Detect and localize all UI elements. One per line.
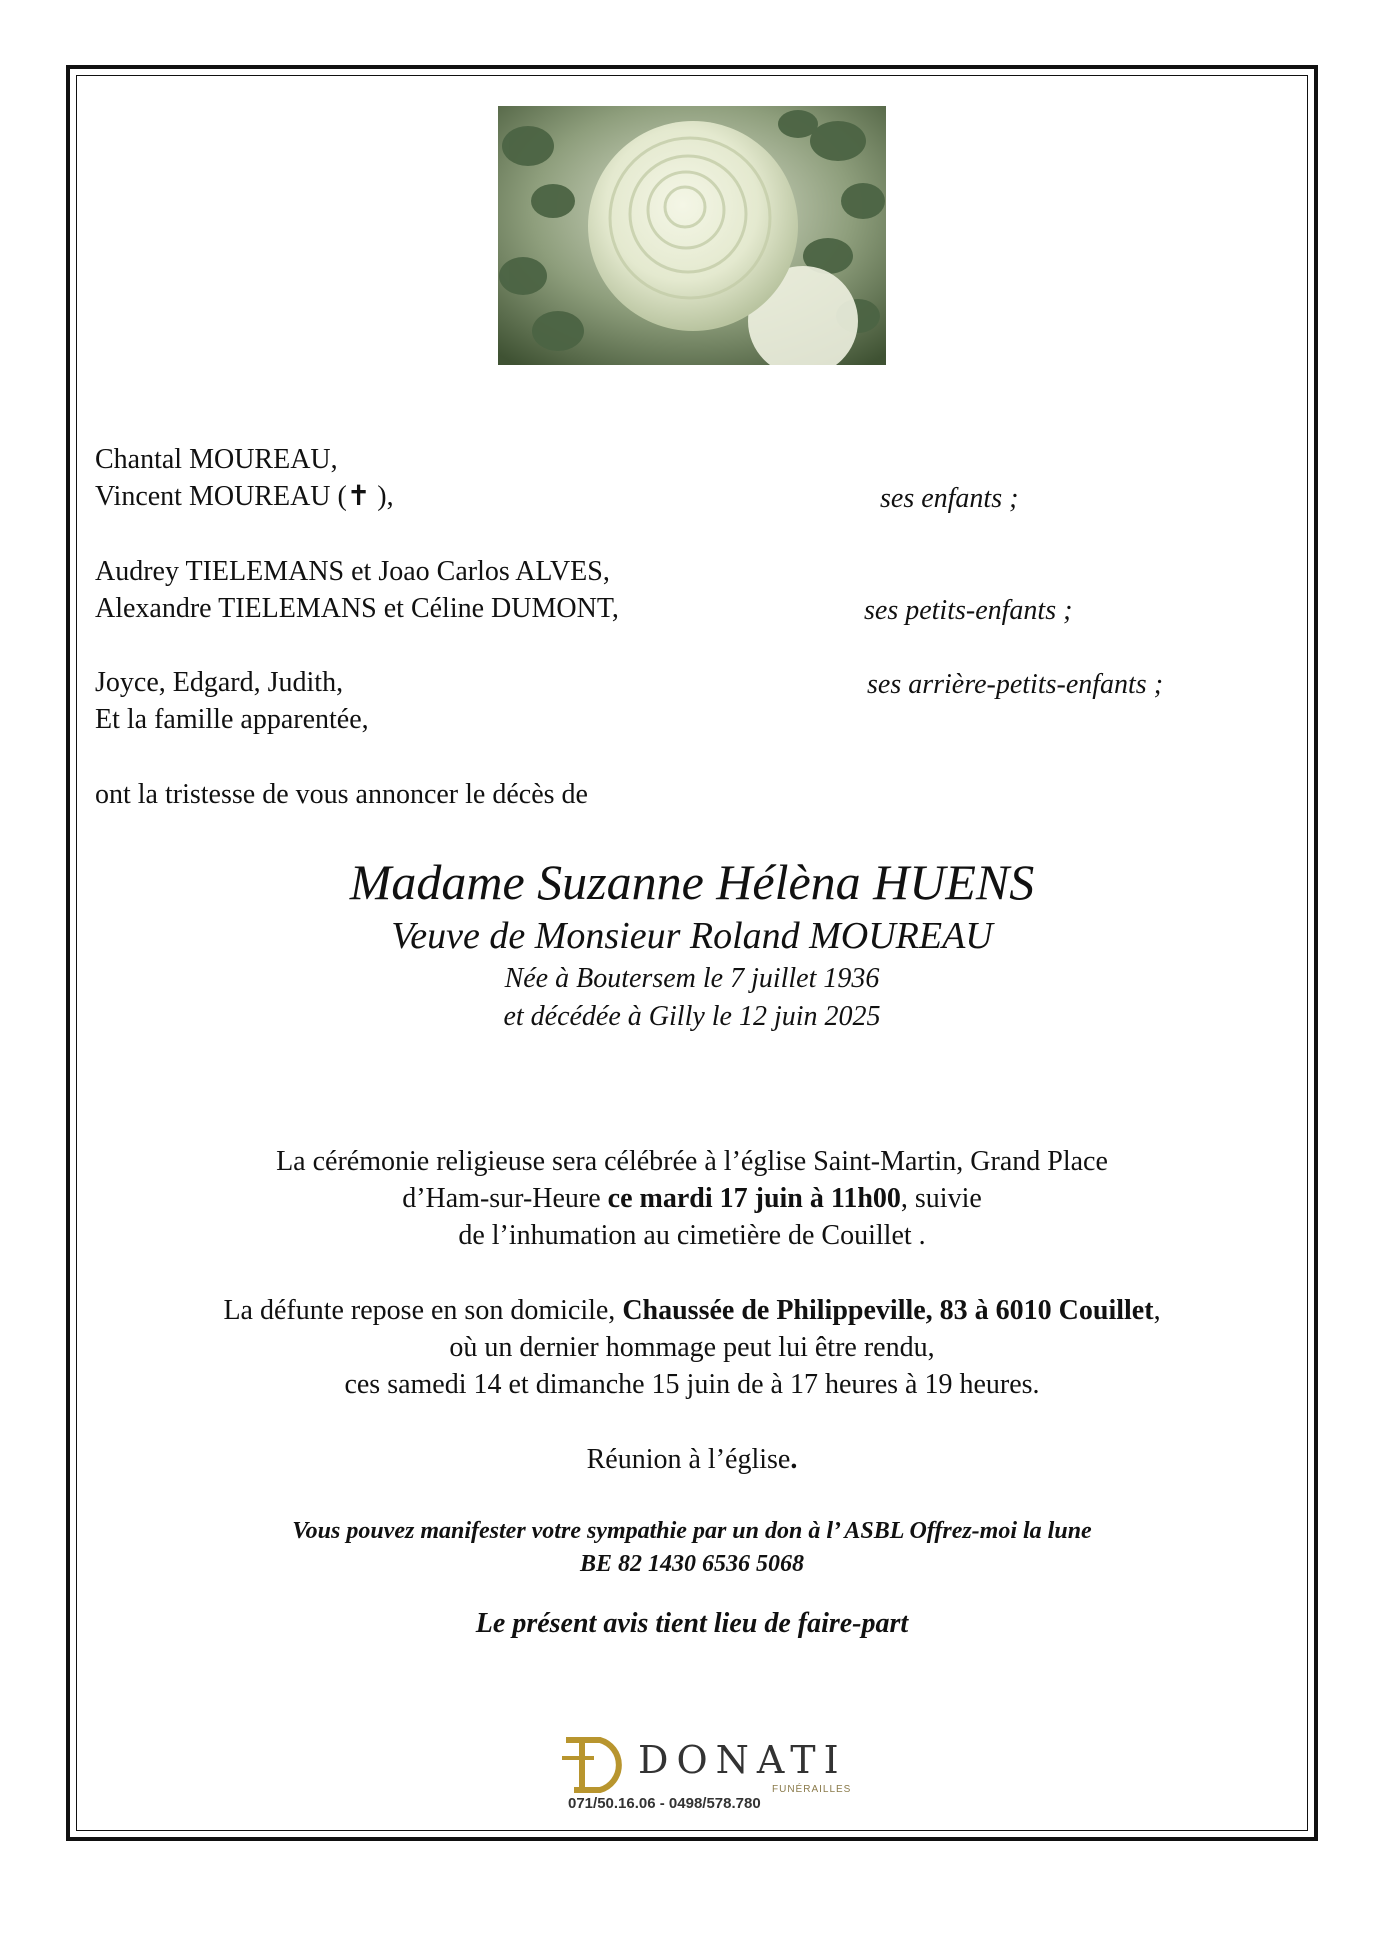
- great-grandchild-names: Joyce, Edgard, Judith,: [95, 667, 344, 698]
- birth-line: Née à Boutersem le 7 juillet 1936: [504, 963, 880, 994]
- meeting-line: Réunion à l’église.: [586, 1444, 798, 1475]
- donation-line-1: Vous pouvez manifester votre sympathie par un don à l’ ASBL Offrez-moi la lune: [292, 1518, 1092, 1544]
- logo-phone: 071/50.16.06 - 0498/578.780: [568, 1795, 761, 1812]
- grandchild-name-2: Alexandre TIELEMANS et Céline DUMONT,: [95, 593, 619, 624]
- announcement-text: ont la tristesse de vous annoncer le décès de: [95, 779, 588, 810]
- visitation-block: [76, 1292, 1308, 1403]
- great-grandchildren-role: ses arrière-petits-enfants ;: [867, 669, 1164, 700]
- death-line: et décédée à Gilly le 12 juin 2025: [503, 1001, 881, 1032]
- child-name-1: Chantal MOUREAU,: [95, 444, 338, 475]
- donation-iban: BE 82 1430 6536 5068: [579, 1551, 804, 1577]
- white-rose-photo: [498, 106, 886, 365]
- ceremony-line-1: La cérémonie religieuse sera célébrée à l’église Saint-Martin, Grand Place: [276, 1146, 1108, 1177]
- deceased-name: Madame Suzanne Hélèna HUENS: [349, 854, 1035, 910]
- grandchild-name-1: Audrey TIELEMANS et Joao Carlos ALVES,: [95, 556, 610, 587]
- donati-logo: [560, 1732, 852, 1812]
- ceremony-line-3: de l’inhumation au cimetière de Couillet .: [458, 1220, 926, 1251]
- deceased-block: [76, 852, 1308, 1036]
- widow-of: Veuve de Monsieur Roland MOUREAU: [391, 915, 993, 957]
- donati-monogram-icon: [560, 1732, 632, 1794]
- ceremony-line-2: d’Ham-sur-Heure ce mardi 17 juin à 11h00, suivie: [402, 1183, 982, 1214]
- donation-block: [76, 1515, 1308, 1581]
- visitation-line-1: La défunte repose en son domicile, Chaussée de Philippeville, 83 à 6010 Couillet,: [223, 1295, 1161, 1326]
- notice-line: Le présent avis tient lieu de faire-part: [475, 1608, 909, 1639]
- extended-family: Et la famille apparentée,: [95, 704, 369, 735]
- logo-subtitle: FUNÉRAILLES: [772, 1784, 852, 1795]
- visitation-line-2: où un dernier hommage peut lui être rendu,: [449, 1332, 935, 1363]
- ceremony-date: ce mardi 17 juin à 11h00: [607, 1183, 901, 1214]
- grandchildren-role: ses petits-enfants ;: [864, 595, 1073, 626]
- visitation-line-3: ces samedi 14 et dimanche 15 juin de à 17 heures à 19 heures.: [344, 1369, 1040, 1400]
- children-role: ses enfants ;: [880, 483, 1019, 514]
- child-name-2: Vincent MOUREAU (✝ ),: [95, 481, 394, 512]
- ceremony-block: [76, 1143, 1308, 1254]
- logo-word: DONATI: [638, 1738, 847, 1782]
- visitation-address: Chaussée de Philippeville, 83 à 6010 Couillet: [622, 1295, 1154, 1326]
